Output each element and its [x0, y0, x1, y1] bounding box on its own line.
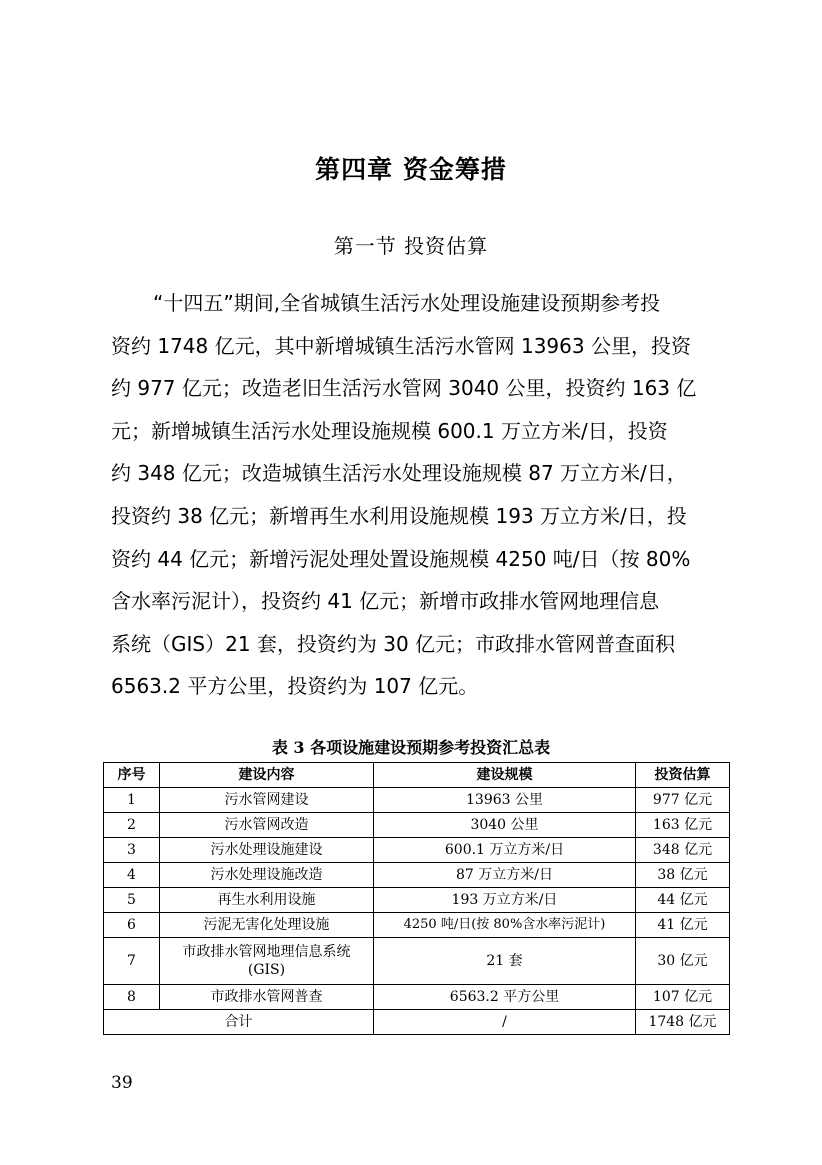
paragraph-line: 约 977 亿元；改造老旧生活污水管网 3040 公里，投资约 163 亿	[111, 376, 697, 401]
investment-summary-table	[103, 762, 730, 1035]
table-cell: 348 亿元	[636, 838, 730, 863]
table-cell: 污水管网改造	[160, 813, 374, 838]
table-cell: 5	[104, 888, 160, 913]
section-title: 第一节 投资估算	[333, 234, 489, 258]
table-cell: 4250 吨/日(按 80%含水率污泥计)	[374, 913, 636, 938]
table-row	[104, 888, 730, 913]
table-total-row	[104, 1010, 730, 1035]
table-row	[104, 863, 730, 888]
table-cell: 4	[104, 863, 160, 888]
table-row	[104, 985, 730, 1010]
table-cell: 30 亿元	[636, 938, 730, 985]
table-cell: 2	[104, 813, 160, 838]
total-scale-cell: /	[374, 1010, 636, 1035]
header-cell: 建设内容	[160, 763, 374, 788]
paragraph-line: 资约 1748 亿元，其中新增城镇生活污水管网 13963 公里，投资	[111, 333, 691, 358]
paragraph-line: 含水率污泥计），投资约 41 亿元；新增市政排水管网地理信息	[111, 589, 660, 614]
table-cell: 6563.2 平方公里	[374, 985, 636, 1010]
total-amount-cell: 1748 亿元	[636, 1010, 730, 1035]
table-cell: 1	[104, 788, 160, 813]
table-cell: 13963 公里	[374, 788, 636, 813]
table-cell: 163 亿元	[636, 813, 730, 838]
table-cell: 污水处理设施建设	[160, 838, 374, 863]
table-caption: 表 3 各项设施建设预期参考投资汇总表	[271, 738, 551, 757]
table-cell: 污水处理设施改造	[160, 863, 374, 888]
table-cell: 污泥无害化处理设施	[160, 913, 374, 938]
table-cell: 977 亿元	[636, 788, 730, 813]
header-cell: 序号	[104, 763, 160, 788]
table-cell: 87 万立方米/日	[374, 863, 636, 888]
table-row	[104, 838, 730, 863]
table-cell: 8	[104, 985, 160, 1010]
table-cell: 市政排水管网普查	[160, 985, 374, 1010]
table-cell: 193 万立方米/日	[374, 888, 636, 913]
table-cell: 3040 公里	[374, 813, 636, 838]
table-row	[104, 938, 730, 985]
paragraph-line: 约 348 亿元；改造城镇生活污水处理设施规模 87 万立方米/日，	[111, 461, 687, 486]
table-cell: 再生水利用设施	[160, 888, 374, 913]
table-cell: 38 亿元	[636, 863, 730, 888]
table-cell: 7	[104, 938, 160, 985]
paragraph-line: 系统（GIS）21 套，投资约为 30 亿元；市政排水管网普查面积	[111, 631, 676, 656]
paragraph-line: 6563.2 平方公里，投资约为 107 亿元。	[111, 674, 479, 699]
chapter-title: 第四章 资金筹措	[315, 155, 507, 184]
table-cell: 44 亿元	[636, 888, 730, 913]
paragraph-line: 元；新增城镇生活污水处理设施规模 600.1 万立方米/日，投资	[111, 418, 668, 443]
table-cell: 市政排水管网地理信息系统(GIS)	[160, 938, 374, 985]
table-row	[104, 788, 730, 813]
table-cell: 600.1 万立方米/日	[374, 838, 636, 863]
paragraph-line: “十四五”期间,全省城镇生活污水处理设施建设预期参考投	[153, 291, 661, 315]
table-cell: 107 亿元	[636, 985, 730, 1010]
paragraph-line: 资约 44 亿元；新增污泥处理处置设施规模 4250 吨/日（按 80%	[111, 546, 691, 571]
paragraph-line: 投资约 38 亿元；新增再生水利用设施规模 193 万立方米/日，投	[111, 503, 687, 528]
table-row	[104, 913, 730, 938]
table-row	[104, 813, 730, 838]
page-number: 39	[111, 1073, 133, 1093]
total-label-cell: 合计	[104, 1010, 374, 1035]
header-cell: 投资估算	[636, 763, 730, 788]
table-cell: 21 套	[374, 938, 636, 985]
table-cell: 41 亿元	[636, 913, 730, 938]
table-cell: 6	[104, 913, 160, 938]
table-header-row	[104, 763, 730, 788]
table-cell: 污水管网建设	[160, 788, 374, 813]
table-cell: 3	[104, 838, 160, 863]
header-cell: 建设规模	[374, 763, 636, 788]
body-paragraph	[111, 282, 723, 708]
